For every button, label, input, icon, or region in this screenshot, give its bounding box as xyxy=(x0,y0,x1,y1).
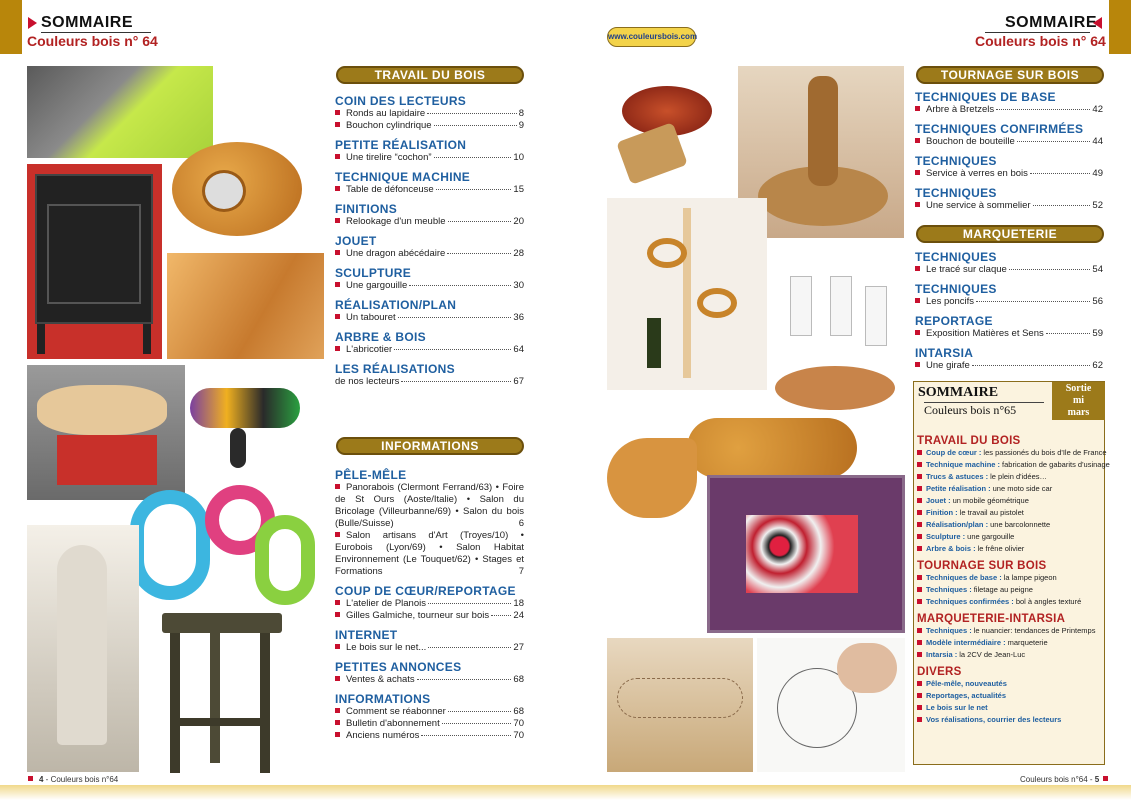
bullet-icon xyxy=(917,450,922,455)
toc-entry[interactable] xyxy=(335,642,524,654)
toc-entry-page: 62 xyxy=(1092,360,1103,371)
bottom-gold-band xyxy=(0,785,1131,800)
next-entry-value: un mobile géométrique xyxy=(952,496,1029,505)
toc-entry-label: L'abricotier xyxy=(346,344,393,355)
next-entry-key: Vos réalisations, courrier des lecteurs xyxy=(926,715,1062,724)
section-heading[interactable]: TECHNIQUES xyxy=(915,282,997,296)
toc-entry-page: 28 xyxy=(513,248,524,259)
bullet-icon xyxy=(335,110,340,115)
footer-right: Couleurs bois n°64 - 5 xyxy=(1020,775,1108,784)
left-arrow-icon xyxy=(28,17,37,29)
section-heading[interactable]: TECHNIQUES CONFIRMÉES xyxy=(915,122,1084,136)
next-entry[interactable] xyxy=(917,572,1103,584)
toc-entry-label: Anciens numéros xyxy=(346,730,420,741)
bullet-icon xyxy=(28,776,33,781)
next-entry[interactable] xyxy=(917,495,1103,507)
next-entry-key: Le bois sur le net xyxy=(926,703,988,712)
carved-plank-photo xyxy=(607,638,753,772)
next-entry-key: Trucs & astuces : xyxy=(926,472,989,481)
toc-entry-page: 30 xyxy=(513,280,524,291)
bullet-icon xyxy=(915,266,920,271)
toc-entry-label: Arbre à Bretzels xyxy=(926,104,995,115)
bullet-icon xyxy=(335,314,340,319)
section-heading[interactable]: TECHNIQUE MACHINE xyxy=(335,170,471,184)
bullet-icon xyxy=(917,462,922,467)
bullet-icon xyxy=(917,546,922,551)
bullet-icon xyxy=(335,218,340,223)
next-entry[interactable] xyxy=(917,690,1103,702)
section-heading[interactable]: TECHNIQUES xyxy=(915,154,997,168)
bullet-icon xyxy=(917,705,922,710)
next-entry-key: Coup de cœur : xyxy=(926,448,982,457)
toc-entry[interactable] xyxy=(335,280,524,292)
next-entry[interactable] xyxy=(917,471,1103,483)
toc-entry-page: 49 xyxy=(1092,168,1103,179)
right-toc xyxy=(915,84,1103,212)
toc-entry-label: Ronds au lapidaire xyxy=(346,108,426,119)
bullet-icon xyxy=(335,676,340,681)
next-entry-value: le plein d'idées… xyxy=(990,472,1047,481)
section-heading[interactable]: JOUET xyxy=(335,234,377,248)
toc-entry-label: Relookage d'un meuble xyxy=(346,216,446,227)
bullet-icon xyxy=(917,681,922,686)
toc-entry-label: Un tabouret xyxy=(346,312,396,323)
right-gold-tab xyxy=(1109,0,1131,54)
pill-marqueterie: MARQUETERIE xyxy=(916,225,1104,243)
toc-entry-page: 67 xyxy=(513,376,524,387)
leader-dots xyxy=(1046,333,1091,334)
next-entry[interactable] xyxy=(917,531,1103,543)
next-entry-value: une barcolonnette xyxy=(990,520,1051,529)
toc-entry[interactable] xyxy=(915,200,1103,212)
next-entry-key: Réalisation/plan : xyxy=(926,520,989,529)
toc-entry-label: Bulletin d'abonnement xyxy=(346,718,440,729)
section-heading[interactable]: FINITIONS xyxy=(335,202,398,216)
bullet-icon xyxy=(917,640,922,645)
next-entry[interactable] xyxy=(917,584,1103,596)
leader-dots xyxy=(447,253,511,254)
bullet-icon xyxy=(335,186,340,191)
next-entry-key: Intarsia : xyxy=(926,650,958,659)
glass-service-photo xyxy=(770,246,904,418)
bullet-icon xyxy=(917,510,922,515)
pill-tournage-sur-bois: TOURNAGE SUR BOIS xyxy=(916,66,1104,84)
toc-entry-label: Ventes & achats xyxy=(346,674,415,685)
leader-dots xyxy=(417,679,512,680)
leader-dots xyxy=(421,735,511,736)
leader-dots xyxy=(401,381,511,382)
toc-entry-label: Une dragon abécédaire xyxy=(346,248,446,259)
toc-entry[interactable] xyxy=(915,360,1103,372)
bullet-icon xyxy=(917,587,922,592)
next-issue-subtitle: Couleurs bois n°65 xyxy=(924,403,1017,417)
toc-entry-label: Table de défonceuse xyxy=(346,184,434,195)
bullet-icon xyxy=(917,652,922,657)
section-heading[interactable]: COIN DES LECTEURS xyxy=(335,94,467,108)
next-entry[interactable] xyxy=(917,483,1103,495)
bullet-icon xyxy=(917,717,922,722)
bullet-icon xyxy=(915,330,920,335)
leader-dots xyxy=(1017,141,1091,142)
bullet-icon xyxy=(1103,776,1108,781)
leader-dots xyxy=(448,711,512,712)
bullet-icon xyxy=(335,612,340,617)
marquetry-frame-photo xyxy=(707,475,905,633)
toc-entry-page: 52 xyxy=(1092,200,1103,211)
next-entry[interactable] xyxy=(917,459,1110,471)
bullet-icon xyxy=(917,693,922,698)
footer-left: 4 - Couleurs bois n°64 xyxy=(28,775,118,784)
next-entry-value: une moto side car xyxy=(992,484,1053,493)
next-entry[interactable] xyxy=(917,637,1103,649)
toc-entry-page: 8 xyxy=(518,108,524,119)
gargoyle-photo xyxy=(27,525,139,772)
toc-entry-label: Exposition Matières et Sens xyxy=(926,328,1044,339)
toc-entry[interactable] xyxy=(335,730,524,742)
next-entry-value: la 2CV de Jean-Luc xyxy=(959,650,1026,659)
next-entry[interactable] xyxy=(917,702,1103,714)
section-heading[interactable]: PETITES ANNONCES xyxy=(335,660,462,674)
right-header-subtitle: Couleurs bois n° 64 xyxy=(975,33,1106,49)
next-entry[interactable] xyxy=(917,625,1103,637)
wood-block-photo xyxy=(167,253,324,359)
toc-entry[interactable] xyxy=(335,248,524,260)
section-heading[interactable]: SCULPTURE xyxy=(335,266,412,280)
toc-entry-page: 54 xyxy=(1092,264,1103,275)
leader-dots xyxy=(436,189,512,190)
toc-entry-page: 64 xyxy=(513,344,524,355)
bullet-icon xyxy=(335,532,340,537)
pattern-drawing-photo xyxy=(757,638,905,772)
toc-entry-label: Le tracé sur claque xyxy=(926,264,1007,275)
next-entry-value: une gargouille xyxy=(967,532,1015,541)
bullet-icon xyxy=(917,628,922,633)
section-heading[interactable]: TECHNIQUES xyxy=(915,186,997,200)
website-badge[interactable]: www.couleursbois.com xyxy=(607,27,696,47)
toc-entry[interactable] xyxy=(335,152,524,164)
section-heading[interactable]: INFORMATIONS xyxy=(335,692,431,706)
bullet-icon xyxy=(915,202,920,207)
next-entry[interactable] xyxy=(917,507,1103,519)
next-issue-title: SOMMAIRE xyxy=(918,385,999,400)
bullet-icon xyxy=(915,362,920,367)
bullet-icon xyxy=(335,122,340,127)
toc-entry-page: 36 xyxy=(513,312,524,323)
bullet-icon xyxy=(917,498,922,503)
toc-entry-page: 24 xyxy=(513,610,524,621)
toc-entry-page: 10 xyxy=(513,152,524,163)
leader-dots xyxy=(428,647,511,648)
next-group-heading: MARQUETERIE-INTARSIA xyxy=(917,613,1066,625)
toc-entry-label: de nos lecteurs xyxy=(335,376,400,387)
section-heading[interactable]: LES RÉALISATIONS xyxy=(335,362,455,376)
leader-dots xyxy=(1030,173,1091,174)
lizard-puzzle-photo xyxy=(170,348,320,478)
toc-entry-page: 44 xyxy=(1092,136,1103,147)
cabinet-photo xyxy=(27,164,162,359)
section-heading[interactable]: INTERNET xyxy=(335,628,398,642)
next-entry-value: le nuancier: tendances de Printemps xyxy=(973,626,1096,635)
next-entry-key: Reportages, actualités xyxy=(926,691,1007,700)
toc-entry[interactable] xyxy=(915,104,1103,116)
leader-dots xyxy=(442,723,512,724)
toc-entry-label: Bouchon de bouteille xyxy=(926,136,1015,147)
bullet-icon xyxy=(335,732,340,737)
toc-entry-page: 27 xyxy=(513,642,524,653)
pill-informations: INFORMATIONS xyxy=(336,437,524,455)
pele-mele-text-1: Panorabois (Clermont Ferrand/63) • Foire de St Ours (Aoste/Italie) • Salon du Bricolage (Villeurbanne/69) • Salon du bois (Bulle/Suisse) 6 xyxy=(335,482,524,529)
section-heading[interactable]: PETITE RÉALISATION xyxy=(335,138,467,152)
toc-entry-page: 70 xyxy=(513,730,524,741)
toc-entry-page: 9 xyxy=(518,120,524,131)
bullet-icon xyxy=(917,522,922,527)
toc-entry-label: L'atelier de Planois xyxy=(346,598,426,609)
toc-entry[interactable] xyxy=(335,706,524,718)
pill-travail-du-bois: TRAVAIL DU BOIS xyxy=(336,66,524,84)
next-entry-key: Sculpture : xyxy=(926,532,966,541)
toc-entry-label: Une girafe xyxy=(926,360,970,371)
next-group-heading: TOURNAGE SUR BOIS xyxy=(917,560,1047,572)
left-toc xyxy=(335,88,524,388)
leader-dots xyxy=(428,603,511,604)
bullet-icon xyxy=(917,599,922,604)
next-entry-key: Finition : xyxy=(926,508,958,517)
toc-entry-label: Bouchon cylindrique xyxy=(346,120,432,131)
toc-entry-page: 42 xyxy=(1092,104,1103,115)
toc-entry-label: Une gargouille xyxy=(346,280,408,291)
next-entry-key: Pêle-mêle, nouveautés xyxy=(926,679,1007,688)
next-entry[interactable] xyxy=(917,649,1103,661)
section-heading[interactable]: REPORTAGE xyxy=(915,314,993,328)
toc-entry[interactable] xyxy=(335,184,524,196)
next-issue-box xyxy=(913,381,1110,765)
section-heading[interactable]: INTARSIA xyxy=(915,346,974,360)
leader-dots xyxy=(427,113,516,114)
next-entry-key: Techniques confirmées : xyxy=(926,597,1014,606)
toc-entry[interactable] xyxy=(915,136,1103,148)
left-header-title: SOMMAIRE xyxy=(41,14,133,31)
bullet-icon xyxy=(335,708,340,713)
bullet-icon xyxy=(915,170,920,175)
leader-dots xyxy=(434,157,512,158)
leader-dots xyxy=(434,125,517,126)
toc-entry-page: 68 xyxy=(513,674,524,685)
toc-entry[interactable] xyxy=(335,610,524,622)
stool-photo xyxy=(150,608,294,778)
left-header-subtitle: Couleurs bois n° 64 xyxy=(27,33,158,49)
toc-entry[interactable] xyxy=(915,328,1103,340)
leader-dots xyxy=(491,615,511,616)
next-entry-value: le frêne olivier xyxy=(977,544,1025,553)
next-entry[interactable] xyxy=(917,447,1107,459)
bullet-icon xyxy=(335,250,340,255)
next-entry-key: Techniques : xyxy=(926,626,972,635)
section-heading[interactable]: COUP DE CŒUR/REPORTAGE xyxy=(335,584,516,598)
section-heading-pele-mele: PÊLE-MÊLE xyxy=(335,468,407,482)
toc-entry-page: 59 xyxy=(1092,328,1103,339)
bullet-icon xyxy=(335,644,340,649)
toc-entry[interactable] xyxy=(335,216,524,228)
leader-dots xyxy=(1009,269,1091,270)
bullet-icon xyxy=(335,600,340,605)
bullet-icon xyxy=(917,534,922,539)
leader-dots xyxy=(394,349,511,350)
toc-entry-label: Comment se réabonner xyxy=(346,706,446,717)
next-entry-key: Jouet : xyxy=(926,496,951,505)
toc-entry-page: 18 xyxy=(513,598,524,609)
toc-entry[interactable] xyxy=(335,312,524,324)
leader-dots xyxy=(1033,205,1091,206)
bullet-icon xyxy=(335,720,340,725)
toc-entry[interactable] xyxy=(915,168,1103,180)
bullet-icon xyxy=(335,282,340,287)
info-toc xyxy=(335,462,524,742)
toc-entry-label: Service à verres en bois xyxy=(926,168,1028,179)
next-entry[interactable] xyxy=(917,519,1103,531)
next-entry-value: la lampe pigeon xyxy=(1003,573,1057,582)
section-heading[interactable]: RÉALISATION/PLAN xyxy=(335,298,457,312)
bullet-icon xyxy=(915,106,920,111)
toc-entry-label: Gilles Galmiche, tourneur sur bois xyxy=(346,610,490,621)
toc-entry[interactable] xyxy=(335,108,524,120)
next-entry-value: le travail au pistolet xyxy=(959,508,1024,517)
toc-entry[interactable] xyxy=(335,120,524,132)
next-group-heading: TRAVAIL DU BOIS xyxy=(917,435,1021,447)
bullet-icon xyxy=(917,474,922,479)
toc-entry[interactable] xyxy=(335,718,524,730)
release-badge: Sortie mi mars xyxy=(1052,382,1105,420)
toc-entry-page: 15 xyxy=(513,184,524,195)
bullet-icon xyxy=(335,484,340,489)
bottle-stopper-photo xyxy=(612,76,737,191)
next-entry[interactable] xyxy=(917,596,1103,608)
next-entry[interactable] xyxy=(917,714,1103,726)
bullet-icon xyxy=(335,346,340,351)
next-entry-value: les passionés du bois d'Ile de France xyxy=(983,448,1107,457)
leader-dots xyxy=(398,317,512,318)
next-group-heading: DIVERS xyxy=(917,666,962,678)
leader-dots xyxy=(448,221,512,222)
toc-entry-label: Une service à sommelier xyxy=(926,200,1031,211)
next-entry-value: marqueterie xyxy=(1007,638,1048,647)
pele-mele-text-2: Salon artisans d'Art (Troyes/10) • Eurobois (Lyon/69) • Salon Habitat Environnement (Le Touquet/62) • Stages et Formations 7 xyxy=(335,530,524,577)
toc-entry-page: 56 xyxy=(1092,296,1103,307)
next-entry-value: filetage au peigne xyxy=(973,585,1033,594)
toc-entry[interactable] xyxy=(335,674,524,686)
leader-dots xyxy=(409,285,511,286)
bullet-icon xyxy=(915,298,920,303)
next-entry-value: bol à angles texturé xyxy=(1015,597,1082,606)
section-heading[interactable]: ARBRE & BOIS xyxy=(335,330,426,344)
next-entry-key: Techniques : xyxy=(926,585,972,594)
left-gold-tab xyxy=(0,0,22,54)
leader-dots xyxy=(972,365,1091,366)
next-entry-key: Modèle intermédiaire : xyxy=(926,638,1006,647)
leader-dots xyxy=(996,109,1090,110)
marq-toc xyxy=(915,244,1103,372)
toc-entry-label: Le bois sur le net... xyxy=(346,642,427,653)
right-arrow-icon xyxy=(1093,17,1102,29)
next-entry-key: Technique machine : xyxy=(926,460,1001,469)
toc-entry-label: Les poncifs xyxy=(926,296,975,307)
toc-entry-page: 68 xyxy=(513,706,524,717)
toc-entry[interactable] xyxy=(335,598,524,610)
next-entry[interactable] xyxy=(917,543,1103,555)
toc-entry[interactable] xyxy=(915,296,1103,308)
section-heading[interactable]: TECHNIQUES xyxy=(915,250,997,264)
bullet-icon xyxy=(915,138,920,143)
leader-dots xyxy=(976,301,1090,302)
toc-entry-label: Une tirelire “cochon” xyxy=(346,152,432,163)
bullet-icon xyxy=(335,154,340,159)
bullet-icon xyxy=(917,486,922,491)
next-entry-key: Petite réalisation : xyxy=(926,484,991,493)
toc-entry[interactable] xyxy=(335,376,524,388)
piggy-bank-photo xyxy=(162,128,324,248)
section-heading[interactable]: TECHNIQUES DE BASE xyxy=(915,90,1056,104)
toc-entry[interactable] xyxy=(335,344,524,356)
next-entry-value: fabrication de gabarits d'usinage xyxy=(1002,460,1110,469)
toc-entry[interactable] xyxy=(915,264,1103,276)
dragon-alphabet-photo xyxy=(125,475,325,620)
toc-entry-page: 70 xyxy=(513,718,524,729)
bullet-icon xyxy=(917,575,922,580)
next-entry-key: Techniques de base : xyxy=(926,573,1002,582)
pretzel-tree-photo xyxy=(607,198,767,390)
next-entry[interactable] xyxy=(917,678,1103,690)
right-header-title: SOMMAIRE xyxy=(1005,14,1097,31)
toc-entry-page: 20 xyxy=(513,216,524,227)
next-entry-key: Arbre & bois : xyxy=(926,544,976,553)
